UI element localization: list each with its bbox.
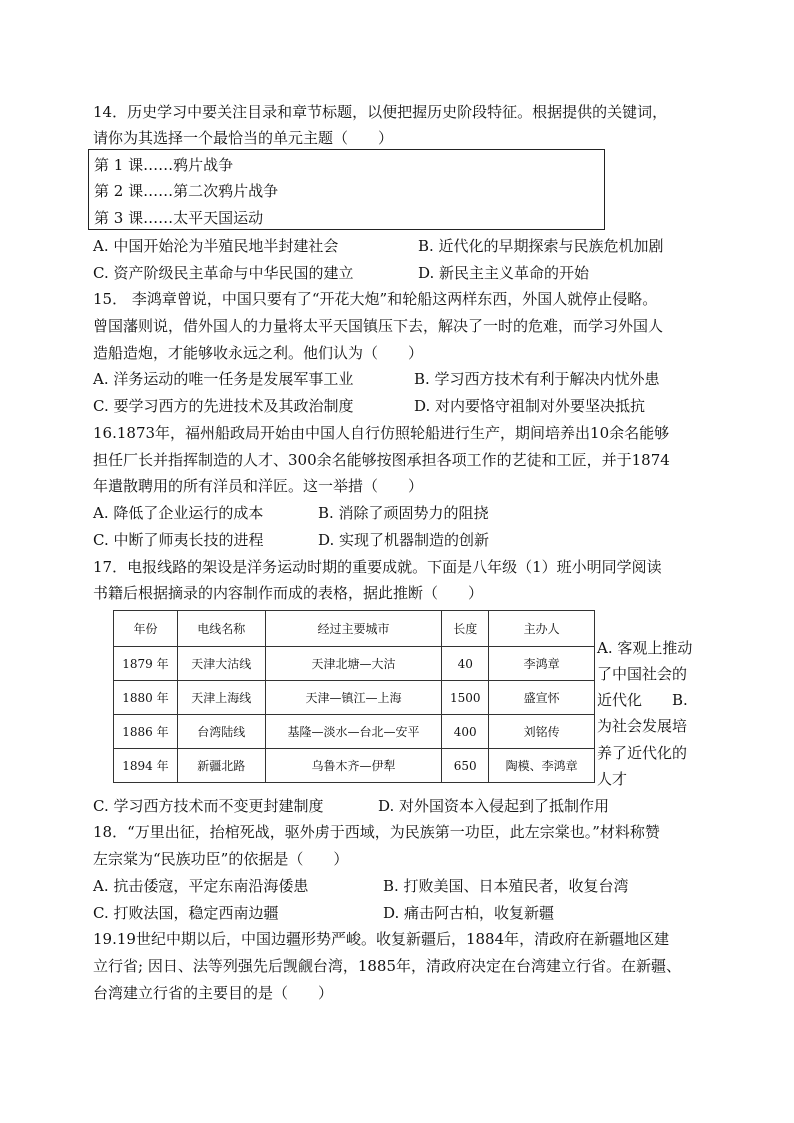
q14-stem-line2: 请你为其选择一个最恰当的单元主题（ ）: [93, 129, 394, 147]
cell-organizer: 李鸿章: [489, 647, 595, 681]
q17-side-line1: A. 客观上推动: [597, 639, 693, 657]
q16-stem-line2: 担任厂长并指挥制造的人才、300余名能够按图承担各项工作的艺徒和工匠，并于1874: [93, 451, 670, 469]
q15-stem-line2: 曾国藩则说，借外国人的力量将太平天国镇压下去，解决了一时的危难，而学习外国人: [93, 317, 664, 335]
q14-option-d: D. 新民主主义革命的开始: [418, 264, 590, 282]
q15-stem-line1: 15． 李鸿章曾说，中国只要有了“开花大炮”和轮船这两样东西，外国人就停止侵略。: [93, 290, 658, 308]
header-line-name: 电线名称: [177, 611, 265, 647]
cell-line-name: 新疆北路: [177, 749, 265, 783]
table-row: [114, 749, 595, 783]
cell-line-name: 台湾陆线: [177, 715, 265, 749]
q14-option-c: C. 资产阶级民主革命与中华民国的建立: [93, 264, 354, 282]
q16-option-d: D. 实现了机器制造的创新: [318, 531, 490, 549]
q14-keyword-2: 第 2 课……第二次鸦片战争: [94, 182, 279, 200]
q17-side-line2: 了中国社会的: [597, 665, 688, 683]
q15-option-d: D. 对内要恪守祖制对外要坚决抵抗: [414, 397, 646, 415]
q16-option-a: A. 降低了企业运行的成本: [93, 504, 264, 522]
header-organizer: 主办人: [489, 611, 595, 647]
q14-stem-line1: 14．历史学习中要关注目录和章节标题，以便把握历史阶段特征。根据提供的关键词，: [93, 103, 668, 121]
q19-stem-line2: 立行省; 因日、法等列强先后觊觎台湾，1885年，清政府决定在台湾建立行省。在新疆、: [93, 957, 681, 975]
q16-stem-line1: 16.1873年，福州船政局开始由中国人自行仿照轮船进行生产，期间培养出10余名能够: [93, 424, 670, 442]
q15-option-c: C. 要学习西方的先进技术及其政治制度: [93, 397, 354, 415]
q18-stem-line2: 左宗棠为“民族功臣”的依据是（ ）: [93, 850, 349, 868]
q18-option-d: D. 痛击阿古柏，收复新疆: [383, 904, 555, 922]
q17-stem-line2: 书籍后根据摘录的内容制作而成的表格，据此推断（ ）: [93, 584, 484, 602]
q17-side-line5: 养了近代化的: [597, 744, 688, 762]
q18-stem-line1: 18．“万里出征，抬棺死战，驱外虏于西域，为民族第一功臣，此左宗棠也。”材料称赞: [93, 823, 660, 841]
telegraph-table: [113, 610, 595, 783]
cell-line-name: 天津上海线: [177, 681, 265, 715]
q18-option-a: A. 抗击倭寇，平定东南沿海倭患: [93, 877, 309, 895]
table-row: [114, 715, 595, 749]
q17-side-line3: 近代化 B.: [597, 691, 688, 709]
q17-stem-line1: 17．电报线路的架设是洋务运动时期的重要成就。下面是八年级（1）班小明同学阅读: [93, 558, 662, 576]
q14-keyword-3: 第 3 课……太平天国运动: [94, 209, 264, 227]
cell-cities: 基隆—淡水—台北—安平: [265, 715, 442, 749]
q17-option-c: C. 学习西方技术而不变更封建制度: [93, 797, 324, 815]
cell-organizer: 刘铭传: [489, 715, 595, 749]
cell-organizer: 盛宣怀: [489, 681, 595, 715]
table-row: [114, 681, 595, 715]
q16-option-b: B. 消除了顽固势力的阻挠: [318, 504, 489, 522]
q16-option-c: C. 中断了师夷长技的进程: [93, 531, 264, 549]
header-length: 长度: [442, 611, 489, 647]
q18-option-b: B. 打败美国、日本殖民者，收复台湾: [383, 877, 629, 895]
cell-line-name: 天津大沽线: [177, 647, 265, 681]
cell-organizer: 陶模、李鸿章: [489, 749, 595, 783]
cell-length: 1500: [442, 681, 489, 715]
cell-length: 400: [442, 715, 489, 749]
q16-stem-line3: 年遣散聘用的所有洋员和洋匠。这一举措（ ）: [93, 477, 424, 495]
cell-year: 1880 年: [114, 681, 178, 715]
cell-year: 1886 年: [114, 715, 178, 749]
cell-year: 1879 年: [114, 647, 178, 681]
q15-option-b: B. 学习西方技术有利于解决内忧外患: [414, 370, 660, 388]
q15-option-a: A. 洋务运动的唯一任务是发展军事工业: [93, 370, 354, 388]
cell-length: 40: [442, 647, 489, 681]
q17-side-line4: 为社会发展培: [597, 717, 688, 735]
cell-cities: 天津—镇江—上海: [265, 681, 442, 715]
cell-cities: 天津北塘—大沽: [265, 647, 442, 681]
q15-stem-line3: 造船造炮，才能够收永远之利。他们认为（ ）: [93, 344, 424, 362]
q14-option-a: A. 中国开始沦为半殖民地半封建社会: [93, 237, 339, 255]
header-cities: 经过主要城市: [265, 611, 442, 647]
q17-option-d: D. 对外国资本入侵起到了抵制作用: [378, 797, 610, 815]
q19-stem-line3: 台湾建立行省的主要目的是（ ）: [93, 984, 334, 1002]
table-header-row: [114, 611, 595, 647]
cell-year: 1894 年: [114, 749, 178, 783]
table-row: [114, 647, 595, 681]
q17-side-line6: 人才: [597, 770, 628, 788]
cell-length: 650: [442, 749, 489, 783]
q19-stem-line1: 19.19世纪中期以后，中国边疆形势严峻。收复新疆后，1884年，清政府在新疆地区建: [93, 930, 670, 948]
q14-option-b: B. 近代化的早期探索与民族危机加剧: [418, 237, 664, 255]
header-year: 年份: [114, 611, 178, 647]
q14-keyword-1: 第 1 课……鸦片战争: [94, 156, 234, 174]
cell-cities: 乌鲁木齐—伊犁: [265, 749, 442, 783]
q18-option-c: C. 打败法国，稳定西南边疆: [93, 904, 279, 922]
